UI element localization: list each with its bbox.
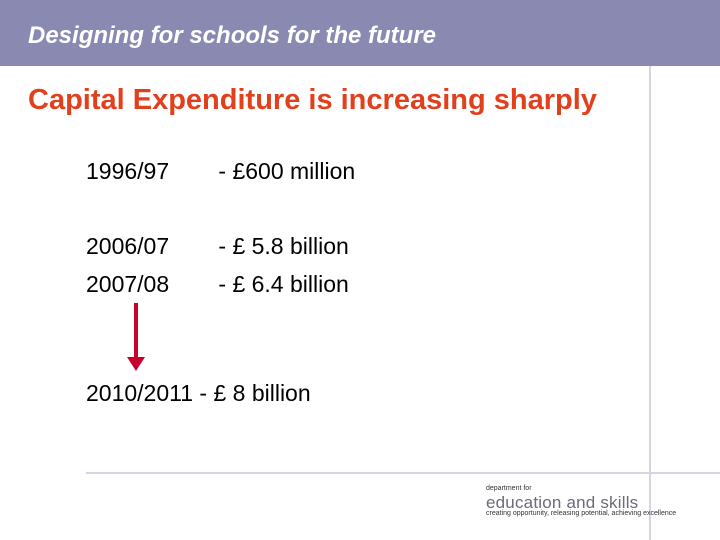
row-year: 2006/07 bbox=[86, 233, 170, 259]
logo-name: education and skills bbox=[486, 493, 639, 512]
expenditure-row-2007 bbox=[86, 271, 349, 298]
vertical-divider bbox=[649, 66, 651, 540]
row-year: 2007/08 bbox=[86, 271, 170, 297]
expenditure-row-2006 bbox=[86, 233, 349, 260]
header-title: Designing for schools for the future bbox=[28, 22, 437, 49]
slide-title: Capital Expenditure is increasing sharply bbox=[28, 84, 597, 116]
logo-tagline: creating opportunity, releasing potential, achieving excellence bbox=[486, 510, 677, 517]
down-arrow-head-icon bbox=[127, 357, 145, 371]
expenditure-row-2010: 2010/2011 - £ 8 billion bbox=[86, 380, 311, 406]
horizontal-divider bbox=[86, 472, 720, 474]
row-amount: - £ 5.8 billion bbox=[218, 233, 349, 259]
row-amount: - £600 million bbox=[218, 158, 356, 184]
expenditure-row-1996 bbox=[86, 158, 355, 185]
row-year: 1996/97 bbox=[86, 158, 170, 184]
header-bar bbox=[0, 0, 720, 66]
row-amount: - £ 6.4 billion bbox=[218, 271, 349, 297]
down-arrow-icon bbox=[134, 303, 138, 359]
logo-department-text: department for bbox=[486, 485, 532, 492]
